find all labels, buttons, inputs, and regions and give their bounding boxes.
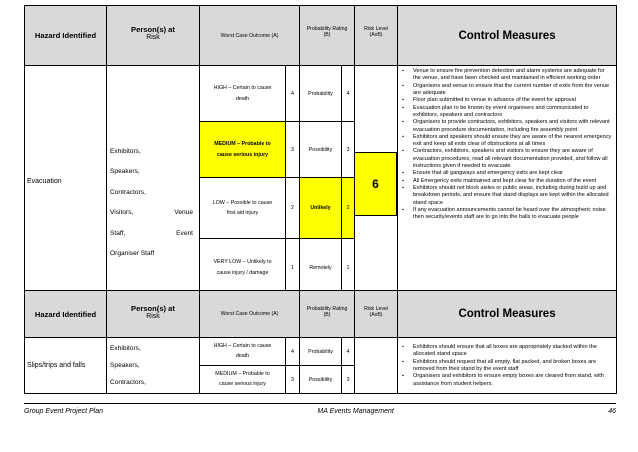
header-probability: Probability Rating (B) [300,291,355,338]
control-measure-text: Evacuation plan to be known by event organisers and communicated to exhibitors, speakers and contractors [413,104,589,118]
probability-value: 4 [342,338,355,366]
control-measure-text: Exhibitors should request that all empty, flat packed, and broken boxes are removed from their stand by the event staff [413,358,597,372]
control-measure-item [402,83,613,98]
bullet-icon: ▪ [402,148,404,155]
page-number: 46 [608,408,616,415]
severity-value: 3 [286,122,300,178]
probability-value-highlighted: 2 [342,178,355,239]
header-probability: Probability Rating (B) [300,6,355,66]
control-measure-item [402,170,613,177]
control-measures-cell [398,66,617,297]
header-worst-case: Worst Case Outcome (A) [200,6,300,66]
bullet-icon: ▪ [402,344,404,350]
outcome-cell: MEDIUM – Probable to cause serious injury [200,366,286,394]
table-row [25,338,617,366]
control-measure-item [402,373,613,388]
control-measure-item [402,119,613,134]
persons-at-risk-cell: Exhibitors, Speakers, Contractors, [107,338,200,394]
risk-level-cell [355,338,398,394]
bullet-icon: ▪ [402,358,404,365]
header-persons: Person(s) at Risk [107,291,200,338]
table-row [25,66,617,122]
outcome-cell: VERY LOW – Unlikely to cause injury / damage [200,239,286,297]
persons-at-risk-cell: Exhibitors, Speakers, Contractors, Visitors, Venue Staff, Event Organiser Staff [107,66,200,297]
probability-value: 4 [342,66,355,122]
bullet-icon: ▪ [402,97,404,104]
control-measure-text: All Emergency exits maintained and kept clear for the duration of the event [413,177,597,184]
severity-value: 1 [286,239,300,297]
control-measure-item [402,185,613,207]
header-hazard: Hazard Identified [25,6,107,66]
hazard-cell: Slips/trips and falls [25,338,107,394]
table-header-row [25,6,617,66]
footer-document-title: Group Event Project Plan [24,408,103,415]
probability-label-highlighted: Unlikely [300,178,342,239]
control-measure-item [402,148,613,170]
hazard-cell: Evacuation [25,66,107,297]
severity-value: 4 [286,338,300,366]
document-page [24,0,616,452]
probability-value: 3 [342,122,355,178]
table-header-row [25,291,617,338]
probability-label: Possibility [300,122,342,178]
control-measure-item [402,207,613,222]
bullet-icon: ▪ [402,133,404,140]
risk-result-badge: 6 [354,152,397,216]
bullet-icon: ▪ [402,177,404,184]
control-measure-text: Exhibitors should ensure that all boxes are appropriately stacked within the allocated stand space [413,344,597,358]
control-measure-item [402,344,613,359]
control-measure-text: Venue to ensure fire prevention detection and alarm systems are adequate for the venue, and have been checked and maintained in efficient working order [413,68,605,82]
footer-course: MA Events Management [317,408,394,415]
control-measure-item [402,359,613,374]
probability-label: Remotely [300,239,342,297]
risk-table-slips [24,290,617,394]
control-measures-list [398,68,616,222]
control-measure-text: Exhibitors should not block aisles or public areas, including during build up and breakdown periods, and ensure that stand displays are kept within the allocated stand space [413,185,609,206]
control-measure-item [402,178,613,185]
bullet-icon: ▪ [402,119,404,126]
control-measure-text: Organisers to provide contractors, exhibitors, speakers and visitors with relevant evacuation procedure documentation, including fire assembly point [413,119,610,133]
control-measure-text: Contractors, exhibitors, speakers and visitors to ensure they are aware of evacuation procedures, read all relevant documentation provided, and follow all instructions given if needed to evacuate [413,148,608,170]
header-control-measures: Control Measures [398,6,617,66]
bullet-icon: ▪ [402,206,404,213]
control-measure-text: Ensure that all gangways and emergency exits are kept clear [413,170,563,177]
control-measure-text: Exhibitors and speakers should ensure they are aware of the nearest emergency exit and keep all exits clear of obstructions at all times [413,133,612,148]
control-measure-item [402,97,613,104]
header-persons: Person(s) at Risk [107,6,200,66]
control-measure-item [402,134,613,149]
bullet-icon: ▪ [402,185,404,191]
bullet-icon: ▪ [402,104,404,111]
control-measure-item [402,105,613,120]
control-measures-list [398,344,616,388]
control-measure-text: Organisers and venue to ensure that the current number of exits from the venue are adequate [413,82,610,96]
probability-value: 1 [342,239,355,297]
bullet-icon: ▪ [402,68,404,74]
control-measure-text: If any evacuation announcements cannot be heard over the atmospheric noise then security/events staff are to go into the halls to evacuate people [413,206,606,221]
control-measure-text: Organisers and exhibitors to ensure empty boxes are cleared from stand, with assistance from student helpers. [413,373,604,387]
outcome-cell: HIGH – Certain to cause death [200,338,286,366]
header-risk-level: Risk Level (AxB) [355,291,398,338]
page-footer [24,403,616,415]
header-risk-level: Risk Level (AxB) [355,6,398,66]
header-control-measures: Control Measures [398,291,617,338]
bullet-icon: ▪ [402,373,404,380]
control-measures-cell [398,338,617,394]
severity-value: 4 [286,66,300,122]
control-measure-text: Floor plan submitted to venue in advance of the event for approval [413,97,576,104]
outcome-cell: HIGH – Certain to cause death [200,66,286,122]
bullet-icon: ▪ [402,82,404,89]
probability-label: Probability [300,66,342,122]
outcome-cell: LOW – Possible to cause first aid injury [200,178,286,239]
probability-label: Probability [300,338,342,366]
severity-value: 3 [286,366,300,394]
severity-value: 2 [286,178,300,239]
probability-label: Possibility [300,366,342,394]
outcome-cell-highlighted: MEDIUM – Probable to cause serious injury [200,122,286,178]
probability-value: 3 [342,366,355,394]
header-worst-case: Worst Case Outcome (A) [200,291,300,338]
risk-table-evacuation [24,5,617,297]
control-measure-item [402,68,613,83]
bullet-icon: ▪ [402,170,404,177]
header-hazard: Hazard Identified [25,291,107,338]
